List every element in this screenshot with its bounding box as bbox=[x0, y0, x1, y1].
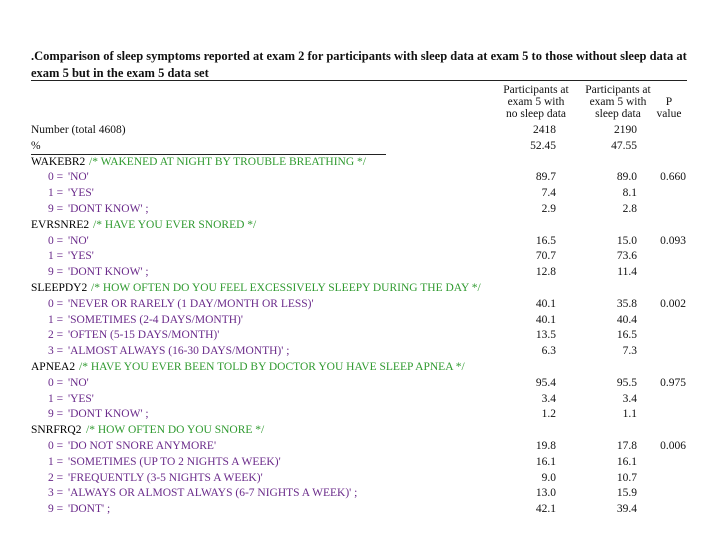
value-no-sleep-data: 40.1 bbox=[535, 298, 556, 310]
code-label: 'OFTEN (5-15 DAYS/MONTH)' bbox=[68, 329, 220, 341]
header-with-sleep-data-line-3: sleep data bbox=[595, 108, 641, 120]
code-label: 'NEVER OR RARELY (1 DAY/MONTH OR LESS)' bbox=[68, 298, 314, 310]
header-no-sleep-data-line-1: Participants at bbox=[503, 84, 569, 96]
value-no-sleep-data: 6.3 bbox=[541, 345, 556, 357]
value-with-sleep-data: 15.0 bbox=[616, 235, 637, 247]
value-with-sleep-data: 17.8 bbox=[616, 440, 637, 452]
code-label: 'ALMOST ALWAYS (16-30 DAYS/MONTH)' ; bbox=[68, 345, 290, 357]
value-no-sleep-data: 9.0 bbox=[541, 472, 556, 484]
value-with-sleep-data: 16.5 bbox=[616, 329, 637, 341]
value-with-sleep-data: 35.8 bbox=[616, 298, 637, 310]
header-no-sleep-data-line-2: exam 5 with bbox=[507, 96, 565, 108]
code-label: 'DONT KNOW' ; bbox=[68, 408, 149, 420]
document-title: .Comparison of sleep symptoms reported at exam 2 for participants with sleep data at exam 5 to those without sleep data at exam 5 but in the exam 5 data set bbox=[31, 49, 687, 80]
header-no-sleep-data-line-3: no sleep data bbox=[505, 108, 567, 120]
value-with-sleep-data: 2.8 bbox=[622, 203, 637, 215]
value-no-sleep-data: 19.8 bbox=[535, 440, 556, 452]
code-label: 'FREQUENTLY (3-5 NIGHTS A WEEK)' bbox=[68, 472, 263, 484]
variable-name: WAKEBR2 bbox=[31, 156, 86, 168]
value-with-sleep-data: 89.0 bbox=[616, 171, 637, 183]
value-no-sleep-data: 40.1 bbox=[535, 314, 556, 326]
code-value: 9 = bbox=[48, 203, 64, 215]
code-value: 3 = bbox=[48, 345, 64, 357]
value-with-sleep-data: 73.6 bbox=[616, 250, 637, 262]
value-no-sleep-data: 13.0 bbox=[535, 487, 556, 499]
code-label: 'SOMETIMES (2-4 DAYS/MONTH)' bbox=[68, 314, 243, 326]
value-no-sleep-data: 2418 bbox=[533, 124, 556, 136]
p-value: 0.002 bbox=[660, 298, 686, 310]
value-with-sleep-data: 11.4 bbox=[617, 266, 637, 278]
code-value: 1 = bbox=[48, 393, 64, 405]
code-label: 'NO' bbox=[68, 377, 89, 389]
code-value: 2 = bbox=[48, 329, 64, 341]
code-label: 'SOMETIMES (UP TO 2 NIGHTS A WEEK)' bbox=[68, 456, 281, 468]
header-p-value-line-1: P bbox=[665, 96, 673, 108]
value-with-sleep-data: 95.5 bbox=[616, 377, 637, 389]
value-no-sleep-data: 16.1 bbox=[535, 456, 556, 468]
header-p-value-line-2: value bbox=[656, 108, 682, 120]
value-no-sleep-data: 12.8 bbox=[535, 266, 556, 278]
code-value: 3 = bbox=[48, 487, 64, 499]
code-label: 'YES' bbox=[68, 250, 94, 262]
value-with-sleep-data: 8.1 bbox=[622, 187, 637, 199]
code-value: 1 = bbox=[48, 456, 64, 468]
code-value: 0 = bbox=[48, 298, 64, 310]
code-label: 'YES' bbox=[68, 393, 94, 405]
value-no-sleep-data: 13.5 bbox=[535, 329, 556, 341]
variable-comment: /* WAKENED AT NIGHT BY TROUBLE BREATHING */ bbox=[89, 156, 366, 168]
code-value: 2 = bbox=[48, 472, 64, 484]
value-with-sleep-data: 10.7 bbox=[616, 472, 637, 484]
value-no-sleep-data: 2.9 bbox=[541, 203, 556, 215]
code-label: 'NO' bbox=[68, 235, 89, 247]
code-label: 'YES' bbox=[68, 187, 94, 199]
code-label: 'ALWAYS OR ALMOST ALWAYS (6-7 NIGHTS A WEEK)' ; bbox=[68, 487, 358, 499]
p-value: 0.093 bbox=[660, 235, 686, 247]
value-with-sleep-data: 16.1 bbox=[616, 456, 637, 468]
row-label: Number (total 4608) bbox=[31, 124, 126, 136]
value-with-sleep-data: 2190 bbox=[614, 124, 637, 136]
p-value: 0.975 bbox=[660, 377, 686, 389]
variable-comment: /* HAVE YOU EVER BEEN TOLD BY DOCTOR YOU HAVE SLEEP APNEA */ bbox=[79, 361, 465, 373]
variable-name: APNEA2 bbox=[31, 361, 76, 373]
code-value: 9 = bbox=[48, 266, 64, 278]
rule-top bbox=[31, 80, 687, 81]
header-p-value bbox=[648, 96, 690, 120]
code-value: 0 = bbox=[48, 171, 64, 183]
value-with-sleep-data: 15.9 bbox=[616, 487, 637, 499]
value-with-sleep-data: 7.3 bbox=[622, 345, 637, 357]
value-no-sleep-data: 52.45 bbox=[530, 140, 556, 152]
row-label: % bbox=[31, 140, 41, 152]
variable-name: EVRSNRE2 bbox=[31, 219, 90, 231]
value-with-sleep-data: 39.4 bbox=[616, 503, 637, 515]
value-no-sleep-data: 89.7 bbox=[535, 171, 556, 183]
value-with-sleep-data: 1.1 bbox=[622, 408, 637, 420]
value-with-sleep-data: 3.4 bbox=[622, 393, 637, 405]
code-value: 1 = bbox=[48, 187, 64, 199]
code-label: 'DONT' ; bbox=[68, 503, 111, 515]
p-value: 0.660 bbox=[660, 171, 686, 183]
code-label: 'DO NOT SNORE ANYMORE' bbox=[68, 440, 217, 452]
code-value: 0 = bbox=[48, 235, 64, 247]
value-no-sleep-data: 1.2 bbox=[541, 408, 556, 420]
value-no-sleep-data: 70.7 bbox=[535, 250, 556, 262]
variable-name: SNRFRQ2 bbox=[31, 424, 82, 436]
code-value: 0 = bbox=[48, 440, 64, 452]
header-with-sleep-data-line-2: exam 5 with bbox=[589, 96, 647, 108]
p-value: 0.006 bbox=[660, 440, 686, 452]
value-with-sleep-data: 47.55 bbox=[611, 140, 637, 152]
variable-comment: /* HOW OFTEN DO YOU FEEL EXCESSIVELY SLEEPY DURING THE DAY */ bbox=[91, 282, 481, 294]
code-label: 'NO' bbox=[68, 171, 89, 183]
code-label: 'DONT KNOW' ; bbox=[68, 203, 149, 215]
variable-comment: /* HAVE YOU EVER SNORED */ bbox=[93, 219, 257, 231]
code-value: 9 = bbox=[48, 408, 64, 420]
value-no-sleep-data: 16.5 bbox=[535, 235, 556, 247]
value-no-sleep-data: 95.4 bbox=[535, 377, 556, 389]
code-value: 1 = bbox=[48, 314, 64, 326]
header-with-sleep-data-line-1: Participants at bbox=[585, 84, 651, 96]
value-no-sleep-data: 7.4 bbox=[541, 187, 556, 199]
value-no-sleep-data: 3.4 bbox=[541, 393, 556, 405]
code-value: 1 = bbox=[48, 250, 64, 262]
variable-name: SLEEPDY2 bbox=[31, 282, 88, 294]
value-no-sleep-data: 42.1 bbox=[535, 503, 556, 515]
value-with-sleep-data: 40.4 bbox=[616, 314, 637, 326]
code-value: 9 = bbox=[48, 503, 64, 515]
code-value: 0 = bbox=[48, 377, 64, 389]
code-label: 'DONT KNOW' ; bbox=[68, 266, 149, 278]
variable-comment: /* HOW OFTEN DO YOU SNORE */ bbox=[86, 424, 265, 436]
